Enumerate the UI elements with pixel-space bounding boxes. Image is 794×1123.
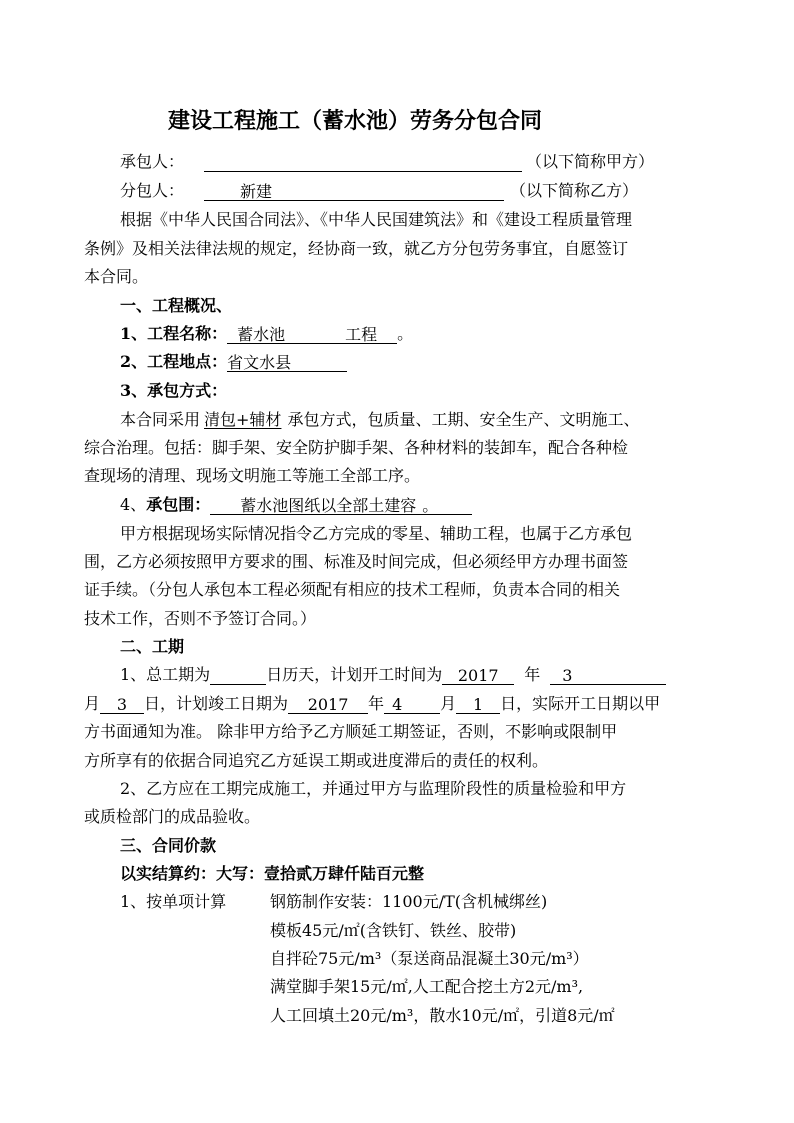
unit-price-label: 1、按单项计算	[120, 892, 227, 911]
schedule-text-b: 日历天，计划开工时间为	[266, 665, 443, 684]
project-location-line	[120, 352, 347, 372]
end-month-unit: 月	[440, 694, 457, 713]
total-days-field[interactable]	[210, 666, 266, 685]
schedule-line-2	[84, 694, 660, 714]
start-year-unit: 年	[524, 665, 541, 684]
contract-scope-label: 承包围：	[146, 495, 211, 514]
project-location-label: 2、工程地点：	[120, 352, 228, 371]
start-day-value: 3	[116, 695, 128, 714]
start-day-unit: 日	[144, 694, 161, 713]
contract-scope-line	[120, 495, 472, 515]
party-a-field[interactable]	[204, 153, 522, 172]
start-day-field[interactable]	[100, 695, 144, 714]
contract-mode-line-2: 综合治理。包括：脚手架、安全防护脚手架、各种材料的装卸车，配合各种检	[84, 438, 629, 457]
settlement-line: 以实结算约：大写：壹拾贰万肆仟陆百元整	[120, 864, 425, 883]
price-item: 满堂脚手架15元/㎡,人工配合挖土方2元/m³,	[270, 977, 584, 996]
contract-mode-text-2: 承包方式，包质量、工期、安全生产、文明施工、	[287, 410, 640, 429]
schedule-text-c: ，计划竣工日期为	[160, 694, 289, 713]
contract-mode-line-3: 查现场的清理、现场文明施工等施工全部工序。	[84, 466, 421, 485]
party-b-line	[120, 181, 638, 201]
end-month-field[interactable]	[384, 695, 440, 714]
project-name-label: 1、工程名称：	[120, 324, 228, 343]
contract-mode-line-1	[120, 410, 639, 430]
party-b-note: （以下简称乙方）	[510, 181, 639, 200]
party-b-value: 新建	[240, 182, 273, 201]
section-2-heading: 二、工期	[120, 637, 185, 656]
project-location-value: 省文水县	[227, 353, 292, 372]
end-year-unit: 年	[368, 694, 385, 713]
start-month-value: 3	[562, 666, 573, 685]
section-1-heading: 一、工程概况、	[120, 296, 233, 315]
contract-scope-field[interactable]	[210, 496, 472, 515]
document-title: 建设工程施工（蓄水池）劳务分包合同	[168, 108, 543, 134]
preamble-line-1: 根据《中华人民国合同法》、《中华人民国建筑法》和《建设工程质量管理	[120, 210, 633, 229]
schedule-line-4: 方所享有的依据合同追究乙方延误工期或进度滞后的责任的权利。	[84, 751, 549, 770]
project-name-value: 蓄水池	[237, 325, 286, 344]
price-item: 自拌砼75元/m³（泵送商品混凝土30元/m³）	[270, 949, 589, 968]
contract-scope-value: 蓄水池图纸以全部土建容	[240, 496, 417, 515]
start-month-field[interactable]	[550, 666, 666, 685]
section-3-heading: 三、合同价款	[120, 836, 217, 855]
end-day-unit: 日	[500, 694, 517, 713]
start-month-unit: 月	[84, 694, 101, 713]
scope-extra-line-4: 技术工作，否则不予签订合同。）	[84, 609, 317, 628]
start-year-field[interactable]	[442, 666, 514, 685]
project-name-field[interactable]	[227, 325, 397, 344]
price-item: 钢筋制作安装：1100元/T(含机械绑丝)	[270, 892, 548, 911]
schedule-line-3: 方书面通知为准。 除非甲方给予乙方顺延工期签证，否则，不影响或限制甲	[84, 722, 618, 741]
price-item: 人工回填土20元/m³，散水10元/㎡，引道8元/㎡	[270, 1006, 615, 1025]
scope-extra-line-1: 甲方根据现场实际情况指令乙方完成的零星、辅助工程，也属于乙方承包	[120, 524, 633, 543]
party-a-line	[120, 152, 654, 172]
project-name-suffix: 工程	[345, 325, 378, 344]
contract-mode-value[interactable]: 清包+辅材	[204, 410, 282, 429]
scope-extra-line-3: 证手续。（分包人承包本工程必须配有相应的技术工程师，负责本合同的相关	[84, 580, 621, 599]
end-year-value: 2017	[307, 695, 349, 714]
schedule-text-a: 1、总工期为	[120, 665, 211, 684]
party-a-label: 承包人：	[120, 152, 185, 171]
price-item: 模板45元/㎡(含铁钉、铁丝、胶带)	[270, 921, 517, 940]
start-year-value: 2017	[457, 666, 499, 685]
end-month-value: 4	[392, 695, 403, 714]
contract-scope-end: 。	[422, 496, 439, 515]
party-a-note: （以下简称甲方）	[526, 152, 655, 171]
party-b-label: 分包人：	[120, 181, 185, 200]
end-day-value: 1	[472, 695, 484, 714]
end-year-field[interactable]	[288, 695, 368, 714]
contract-mode-text-1: 本合同采用	[120, 410, 201, 429]
project-name-line	[120, 324, 413, 344]
schedule-p2-line-1: 2、乙方应在工期完成施工，并通过甲方与监理阶段性的质量检验和甲方	[120, 779, 627, 798]
project-location-field[interactable]	[227, 353, 347, 372]
contract-mode-label: 3、承包方式：	[120, 381, 228, 400]
schedule-line-1	[120, 665, 666, 685]
schedule-p2-line-2: 或质检部门的成品验收。	[84, 807, 261, 826]
contract-scope-num: 4、	[120, 495, 147, 514]
scope-extra-line-2: 围，乙方必须按照甲方要求的围、标准及时间完成，但必须经甲方办理书面签	[84, 552, 629, 571]
preamble-line-2: 条例》及相关法律法规的规定，经协商一致，就乙方分包劳务事宜，自愿签订	[84, 239, 629, 258]
schedule-text-d: ，实际开工日期以甲	[516, 694, 661, 713]
party-b-field[interactable]	[204, 182, 504, 201]
project-name-end: 。	[397, 324, 414, 343]
preamble-line-3: 本合同。	[84, 267, 149, 286]
end-day-field[interactable]	[456, 695, 500, 714]
